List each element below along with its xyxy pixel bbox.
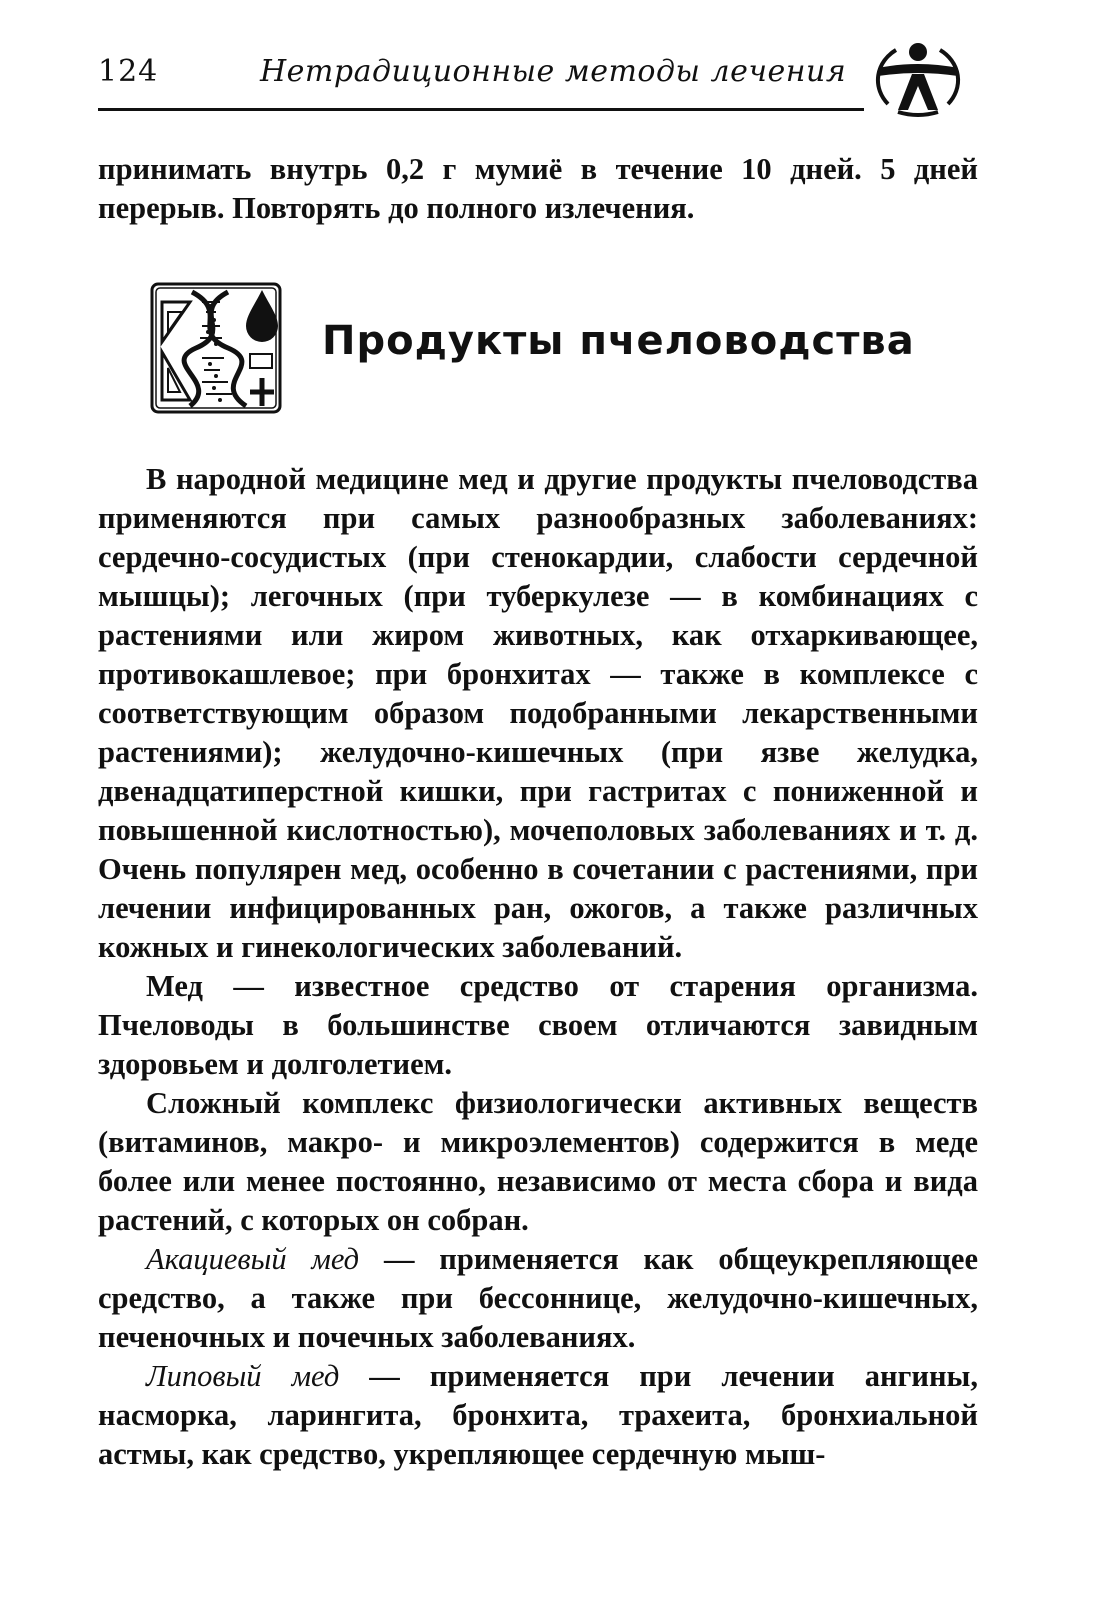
main-text-block xyxy=(98,460,978,1474)
paragraph-acacia-honey xyxy=(98,1240,978,1357)
term-acacia-honey: Акациевый мед xyxy=(146,1242,360,1276)
term-linden-honey: Липовый мед xyxy=(146,1359,340,1393)
acacia-honey-description: — применяется как общеукрепляющее средство, а также при бессоннице, желудочно-кишечных, печеночных и почечных заболеваниях. xyxy=(98,1242,978,1354)
section-title: Продукты пчеловодства xyxy=(322,318,915,364)
paragraph-linden-honey xyxy=(98,1357,978,1474)
linden-honey-description: — применяется при лечении ангины, насморка, ларингита, бронхита, трахеита, бронхиальной астмы, как средство, укрепляющее сердечную мыш- xyxy=(98,1359,978,1471)
intro-paragraph: принимать внутрь 0,2 г мумиё в течение 10 дней. 5 дней перерыв. Повторять до полного излечения. xyxy=(98,152,978,225)
running-header xyxy=(98,38,980,118)
header-rule xyxy=(98,108,864,111)
paragraph-honey-composition: Сложный комплекс физиологически активных веществ (витаминов, макро- и микроэлементов) содержится в меде более или менее постоянно, независимо от места сбора и вида растений, с которых он собран. xyxy=(98,1086,978,1237)
dna-helix-drop-icon xyxy=(150,282,282,414)
paragraph-honey-usage: В народной медицине мед и другие продукты пчеловодства применяются при самых разнообразных заболеваниях: сердечно-сосудистых (при стенокардии, слабости сердечной мышцы); легочных (при туберкулезе — в комбинациях с растениями или жиром животных, как отхаркивающее, противокашлевое; при бронхитах — также в комплексе с соответствующим образом подобранными лекарственными растениями); желудочно-кишечных (при язве желудка, двенадцатиперстной кишки, при гастритах с пониженной и повышенной кислотностью), мочеполовых заболеваниях и т. д. Очень популярен мед, особенно в сочетании с растениями, при лечении инфицированных ран, ожогов, а также различных кожных и гинекологических заболеваний. xyxy=(98,462,978,964)
page-number: 124 xyxy=(98,54,159,89)
intro-text-block xyxy=(98,150,978,228)
running-title: Нетрадиционные методы лечения xyxy=(260,54,847,89)
paragraph-honey-aging: Мед — известное средство от старения организма. Пчеловоды в большинстве своем отличаются завидным здоровьем и долголетием. xyxy=(98,969,978,1081)
figure-in-circle-logo-icon xyxy=(858,38,978,118)
